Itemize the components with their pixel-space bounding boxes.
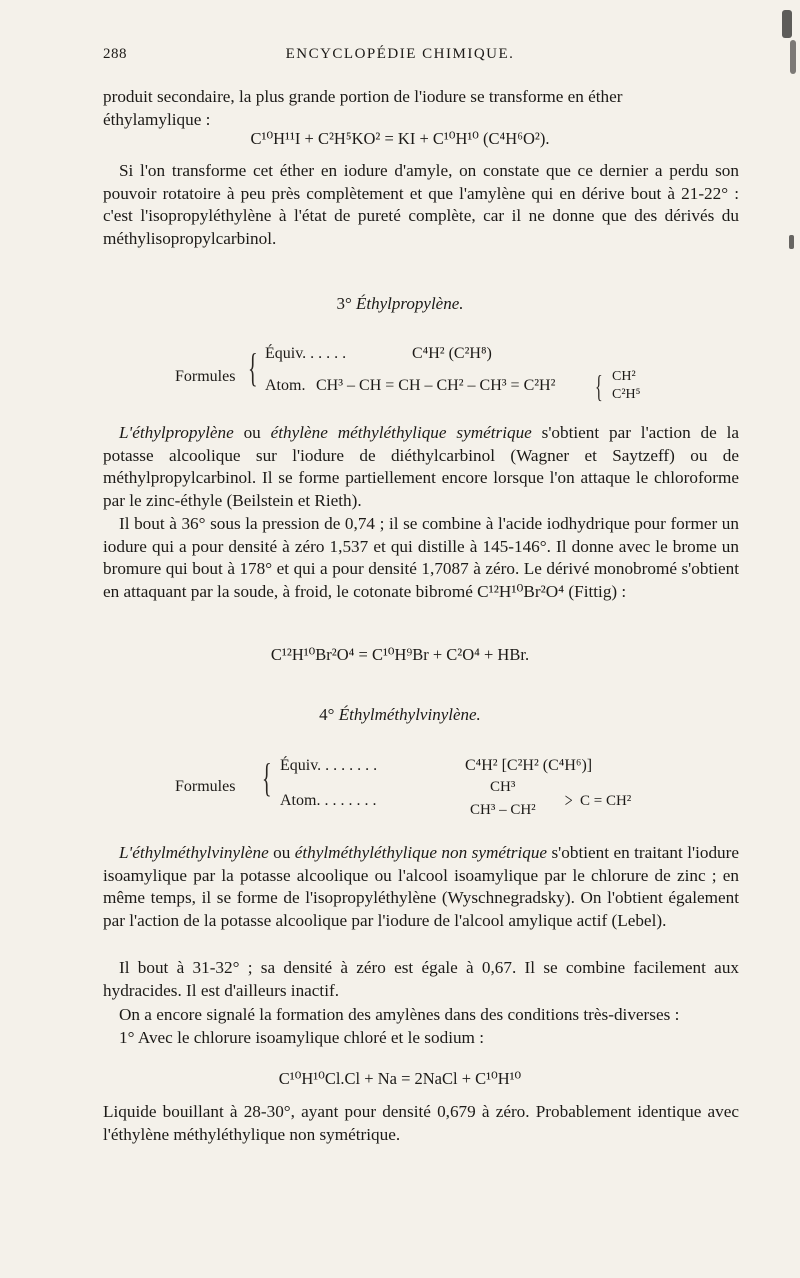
equiv-formula: C⁴H² (C²H⁸) bbox=[412, 345, 492, 362]
equiv-label: Équiv. . . . . . bbox=[265, 345, 347, 362]
paragraph-isopropylethylene: Si l'on transforme cet éther en iodure d'amyle, on constate que ce dernier a perdu son pouvoir rotatoire à peu près complètement et que l'amylène qui en dérive bout à 21-22° : c'est l'isopropyléthylène à l'état de pureté complète, car il ne donne que des dérivés du méthylisopropylcarbinol. bbox=[103, 161, 739, 248]
paragraph-liquid: Liquide bouillant à 28-30°, ayant pour densité 0,679 à zéro. Probablement identique avec l'éthylène méthyléthylique non symétrique. bbox=[103, 1102, 739, 1144]
paragraph-intro bbox=[103, 86, 739, 131]
paragraph-line: produit secondaire, la plus grande portion de l'iodure se transforme en éther bbox=[103, 87, 623, 106]
atom-formula-bottom: CH³ – CH² bbox=[470, 802, 536, 818]
left-brace: { bbox=[248, 345, 258, 390]
paragraph-properties-3: Il bout à 36° sous la pression de 0,74 ; il se combine à l'acide iodhydrique pour former un iodure qui a pour densité à zéro 1,537 et qui distille à 145-146°. Il donne avec le brome un bromure qui bout à 178° et qui a pour densité 1,7087 à zéro. Le dérivé monobromé s'obtient en attaquant par la soude, à froid, le cotonate bibromé C¹²H¹⁰Br²O⁴ (Fittig) : bbox=[103, 514, 739, 601]
equiv-formula: C⁴H² [C²H² (C⁴H⁶)] bbox=[465, 757, 593, 774]
text-fragment: ou bbox=[268, 843, 295, 862]
equation-3: C¹²H¹⁰Br²O⁴ = C¹⁰H⁹Br + C²O⁴ + HBr. bbox=[270, 645, 530, 664]
running-title: ENCYCLOPÉDIE CHIMIQUE. bbox=[285, 46, 515, 62]
text-fragment: s'obtient par l'action de la potasse alcoolique sur l'iodure de diéthylcarbinol (Wagner et Saytzeff) ou de méthylpropylcarbinol. Il se forme partiellement encore lorsque l'on attaque le chloroforme par le zinc-éthyle (Beilstein et Rieth). bbox=[103, 423, 739, 510]
section-number: 3° bbox=[336, 294, 352, 313]
left-brace: { bbox=[262, 755, 272, 800]
atom-formula: CH³ – CH = CH – CH² – CH³ = C²H² bbox=[316, 377, 556, 394]
atom-branch-top: CH² bbox=[612, 369, 636, 384]
atom-branch-bottom: C²H⁵ bbox=[612, 387, 641, 402]
paragraph-line: On a encore signalé la formation des amylènes dans des conditions très-diverses : bbox=[119, 1005, 680, 1024]
compound-synonym: éthylène méthyléthylique symétrique bbox=[270, 423, 532, 442]
paragraph-amylenes bbox=[103, 1004, 739, 1049]
formules-label: Formules bbox=[175, 778, 236, 795]
equation-4: C¹⁰H¹⁰Cl.Cl + Na = 2NaCl + C¹⁰H¹⁰ bbox=[278, 1069, 522, 1088]
scan-edge-mark bbox=[789, 235, 794, 249]
chevron-right-icon: > bbox=[564, 790, 573, 812]
paragraph-properties-4: Il bout à 31-32° ; sa densité à zéro est égale à 0,67. Il se combine facilement aux hydracides. Il est d'ailleurs inactif. bbox=[103, 958, 739, 1000]
equation-1: C¹⁰H¹¹I + C²H⁵KO² = KI + C¹⁰H¹⁰ (C⁴H⁶O²). bbox=[250, 129, 550, 148]
text-fragment: ou bbox=[233, 423, 271, 442]
compound-name: L'éthylpropylène bbox=[119, 423, 234, 442]
atom-formula-right: C = CH² bbox=[580, 793, 632, 809]
atom-formula-top: CH³ bbox=[490, 779, 516, 795]
equiv-label: Équiv. . . . . . . . bbox=[280, 757, 378, 774]
page-number: 288 bbox=[103, 46, 127, 62]
text-fragment: s'obtient en traitant l'iodure isoamylique par la potasse alcoolique ou l'alcool isoamylique par le chlorure de zinc ; en même temps, il se forme de l'isopropyléthylène (Wyschnegradsky). On l'obtient également par l'action de la potasse alcoolique par l'iodure de l'alcool amylique actif (Lebel). bbox=[103, 843, 739, 930]
section-number: 4° bbox=[319, 705, 335, 724]
scan-edge-mark bbox=[782, 10, 792, 38]
formules-label: Formules bbox=[175, 368, 236, 385]
section-heading-4 bbox=[0, 705, 800, 725]
paragraph-ethylmethylvinylene bbox=[103, 842, 739, 932]
compound-synonym: éthylméthyléthylique non symétrique bbox=[294, 843, 548, 862]
paragraph-line: 1° Avec le chlorure isoamylique chloré et le sodium : bbox=[119, 1027, 484, 1047]
section-heading-3 bbox=[0, 294, 800, 314]
right-brace: { bbox=[595, 368, 603, 404]
atom-label: Atom. bbox=[265, 377, 306, 394]
section-title: Éthylpropylène. bbox=[356, 294, 464, 313]
paragraph-line: éthylamylique : bbox=[103, 109, 211, 129]
section-title: Éthylméthylvinylène. bbox=[338, 705, 481, 724]
atom-label: Atom. . . . . . . . bbox=[280, 792, 377, 809]
paragraph-ethylpropylene bbox=[103, 422, 739, 512]
compound-name: L'éthylméthylvinylène bbox=[119, 843, 269, 862]
